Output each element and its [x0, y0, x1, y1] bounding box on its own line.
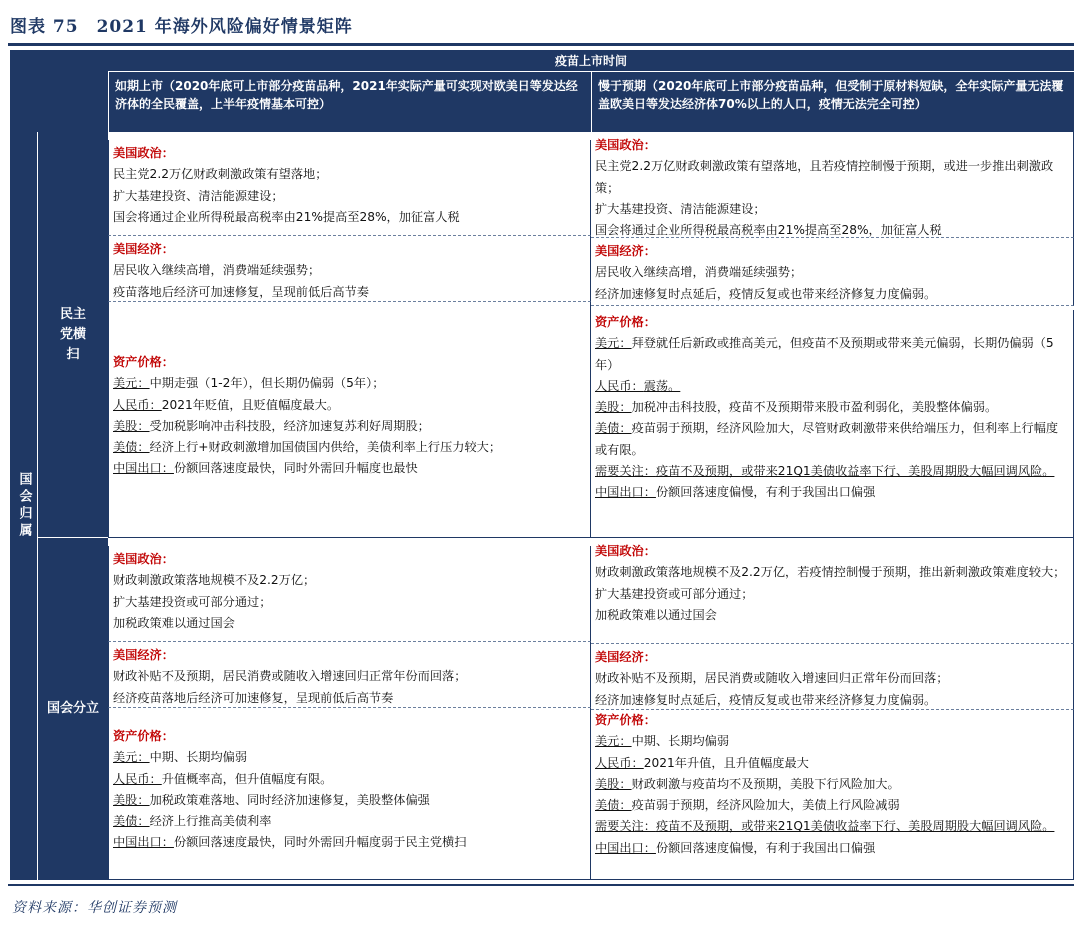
line: 居民收入继续高增，消费端延续强势；	[113, 263, 321, 278]
heading: 美国政治：	[595, 138, 656, 152]
r1-right-politics	[591, 132, 1074, 238]
heading: 资产价格：	[595, 713, 656, 727]
line: 财政刺激政策落地规模不及2.2万亿，若疫情控制慢于预期，推出新刺激政策难度较大；	[595, 565, 1066, 580]
label: 美债：	[595, 798, 632, 813]
row-label-text: 民主党横扫	[59, 306, 86, 362]
label: 人民币：	[113, 397, 162, 412]
heading: 美国经济：	[595, 650, 656, 664]
line: 经济疫苗落地后经济可加速修复，呈现前低后高节奏	[113, 690, 394, 705]
line	[113, 811, 586, 832]
heading: 美国政治：	[113, 146, 174, 160]
r1-left-assets	[108, 302, 591, 538]
line: 经济加速修复时点延后，疫情反复或也带来经济修复力度偏弱。	[595, 286, 937, 301]
label: 美股：	[113, 418, 150, 433]
line: 国会将通过企业所得税最高税率由21%提高至28%，加征富人税	[595, 223, 942, 238]
value: 加税政策难落地、同时经济加速修复，美股整体偏强	[149, 792, 430, 807]
value: 2021年贬值，且贬值幅度最大。	[161, 397, 340, 412]
heading: 美国经济：	[595, 244, 656, 258]
line	[595, 333, 1069, 376]
row-group-congress	[10, 132, 38, 880]
line: 民主党2.2万亿财政刺激政策有望落地，且若疫情控制慢于预期，或进一步推出刺激政策；	[595, 159, 1054, 195]
label: 美股：	[113, 792, 150, 807]
line	[595, 397, 1069, 418]
label: 中国出口：	[595, 485, 656, 500]
value: 疫苗不及预期，或带来21Q1美债收益率下行、美股周期股大幅回调风险。	[655, 819, 1055, 834]
label: 美债：	[113, 814, 150, 829]
line: 扩大基建投资或可部分通过；	[113, 594, 272, 609]
corner-block	[10, 50, 108, 132]
r1-right-economy	[591, 238, 1074, 306]
title-rule	[8, 43, 1074, 46]
heading: 美国政治：	[113, 552, 174, 566]
value: 2021年升值，且升值幅度最大	[643, 755, 809, 770]
line: 民主党2.2万亿财政刺激政策有望落地；	[113, 167, 328, 182]
r1-left-politics	[108, 140, 591, 236]
heading: 资产价格：	[595, 315, 656, 329]
value: 财政刺激与疫苗均不及预期，美股下行风险加大。	[631, 776, 900, 791]
label: 美股：	[595, 400, 632, 415]
r2-left-politics	[108, 546, 591, 642]
label: 美元：	[113, 376, 150, 391]
heading: 美国经济：	[113, 242, 174, 256]
line	[595, 795, 1069, 816]
line: 扩大基建投资、清洁能源建设；	[595, 201, 766, 216]
line	[595, 753, 1069, 774]
line	[113, 832, 586, 853]
label: 需要关注：	[595, 464, 656, 479]
heading: 资产价格：	[113, 355, 174, 369]
line: 加税政策难以通过国会	[595, 607, 717, 622]
line	[595, 376, 1069, 397]
r2-right-economy	[591, 644, 1074, 710]
row-label-divided-congress	[38, 538, 108, 880]
line	[595, 774, 1069, 795]
line: 财政刺激政策落地规模不及2.2万亿；	[113, 573, 316, 588]
label: 中国出口：	[113, 461, 174, 476]
r1-right-assets	[591, 310, 1074, 538]
header-on-schedule: 如期上市（2020年底可上市部分疫苗品种，2021年实际产量可实现对欧美日等发达经济体的全民覆盖，上半年疫情基本可控）	[108, 72, 591, 132]
line	[595, 482, 1069, 503]
heading: 美国政治：	[595, 544, 656, 558]
label: 人民币：	[595, 378, 644, 393]
row-label-democratic-sweep	[38, 132, 108, 538]
value: 加税冲击科技股，疫苗不及预期带来股市盈利弱化，美股整体偏弱。	[631, 400, 998, 415]
r2-left-assets	[108, 708, 591, 880]
line	[113, 769, 586, 790]
bottom-rule	[8, 884, 1074, 886]
line: 加税政策难以通过国会	[113, 615, 235, 630]
value: 份额回落速度偏慢，有利于我国出口偏强	[655, 485, 876, 500]
value: 升值概率高，但升值幅度有限。	[161, 771, 333, 786]
line	[113, 416, 586, 437]
r2-right-assets	[591, 710, 1074, 880]
label: 美债：	[113, 440, 150, 455]
value: 震荡。	[643, 378, 681, 393]
line	[113, 458, 586, 479]
figure-title: 图表 75 2021 年海外风险偏好情景矩阵	[10, 17, 353, 37]
line	[113, 790, 586, 811]
value: 份额回落速度偏慢，有利于我国出口偏强	[655, 840, 876, 855]
value: 经济上行+财政刺激增加国债国内供给，美债利率上行压力较大；	[149, 440, 502, 455]
line	[113, 395, 586, 416]
value: 中期、长期均偏弱	[631, 734, 730, 749]
heading: 美国经济：	[113, 648, 174, 662]
value: 份额回落速度最快，同时外需回升幅度也最快	[173, 461, 418, 476]
line: 财政补贴不及预期，居民消费或随收入增速回归正常年份而回落；	[595, 671, 949, 686]
value: 拜登就任后新政或推高美元，但疫苗不及预期或带来美元偏弱，长期仍偏弱（5年）	[595, 336, 1054, 372]
label: 美元：	[595, 734, 632, 749]
heading: 资产价格：	[113, 729, 174, 743]
header-slower-than-expected: 慢于预期（2020年底可上市部分疫苗品种，但受制于原材料短缺，全年实际产量无法覆盖欧美日等发达经济体70%以上的人口，疫情无法完全可控）	[591, 72, 1074, 132]
value: 中期走强（1-2年），但长期仍偏弱（5年）；	[149, 376, 385, 391]
line	[113, 747, 586, 768]
value: 疫苗弱于预期，经济风险加大，尽管财政刺激带来供给端压力，但利率上行幅度或有限。	[595, 421, 1059, 457]
row-group-label: 国会归属	[16, 472, 32, 540]
label: 需要关注：	[595, 819, 656, 834]
r2-left-economy	[108, 642, 591, 708]
line	[113, 373, 586, 394]
line: 疫苗落地后经济可加速修复，呈现前低后高节奏	[113, 284, 369, 299]
label: 人民币：	[113, 771, 162, 786]
line	[595, 838, 1069, 859]
line	[113, 437, 586, 458]
value: 疫苗不及预期，或带来21Q1美债收益率下行、美股周期股大幅回调风险。	[655, 464, 1055, 479]
value: 份额回落速度最快，同时外需回升幅度弱于民主党横扫	[173, 835, 467, 850]
line: 扩大基建投资、清洁能源建设；	[113, 188, 284, 203]
value: 疫苗弱于预期，经济风险加大，美债上行风险减弱	[631, 798, 900, 813]
line	[595, 816, 1069, 837]
label: 中国出口：	[113, 835, 174, 850]
line	[595, 418, 1069, 461]
label: 中国出口：	[595, 840, 656, 855]
row-label-text: 国会分立	[46, 701, 99, 716]
label: 人民币：	[595, 755, 644, 770]
r1-left-economy	[108, 236, 591, 302]
line: 财政补贴不及预期，居民消费或随收入增速回归正常年份而回落；	[113, 669, 467, 684]
label: 美元：	[113, 750, 150, 765]
r2-right-politics	[591, 538, 1074, 644]
label: 美元：	[595, 336, 632, 351]
label: 美股：	[595, 776, 632, 791]
value: 受加税影响冲击科技股，经济加速复苏利好周期股；	[149, 418, 430, 433]
line: 国会将通过企业所得税最高税率由21%提高至28%，加征富人税	[113, 209, 460, 224]
line: 扩大基建投资或可部分通过；	[595, 586, 754, 601]
header-vaccine-timing: 疫苗上市时间	[108, 50, 1074, 72]
line: 居民收入继续高增，消费端延续强势；	[595, 265, 803, 280]
value: 经济上行推高美债利率	[149, 814, 272, 829]
line	[595, 731, 1069, 752]
source-note: 资料来源：华创证券预测	[12, 900, 177, 916]
label: 美债：	[595, 421, 632, 436]
line: 经济加速修复时点延后，疫情反复或也带来经济修复力度偏弱。	[595, 692, 937, 707]
value: 中期、长期均偏弱	[149, 750, 248, 765]
line	[595, 461, 1069, 482]
